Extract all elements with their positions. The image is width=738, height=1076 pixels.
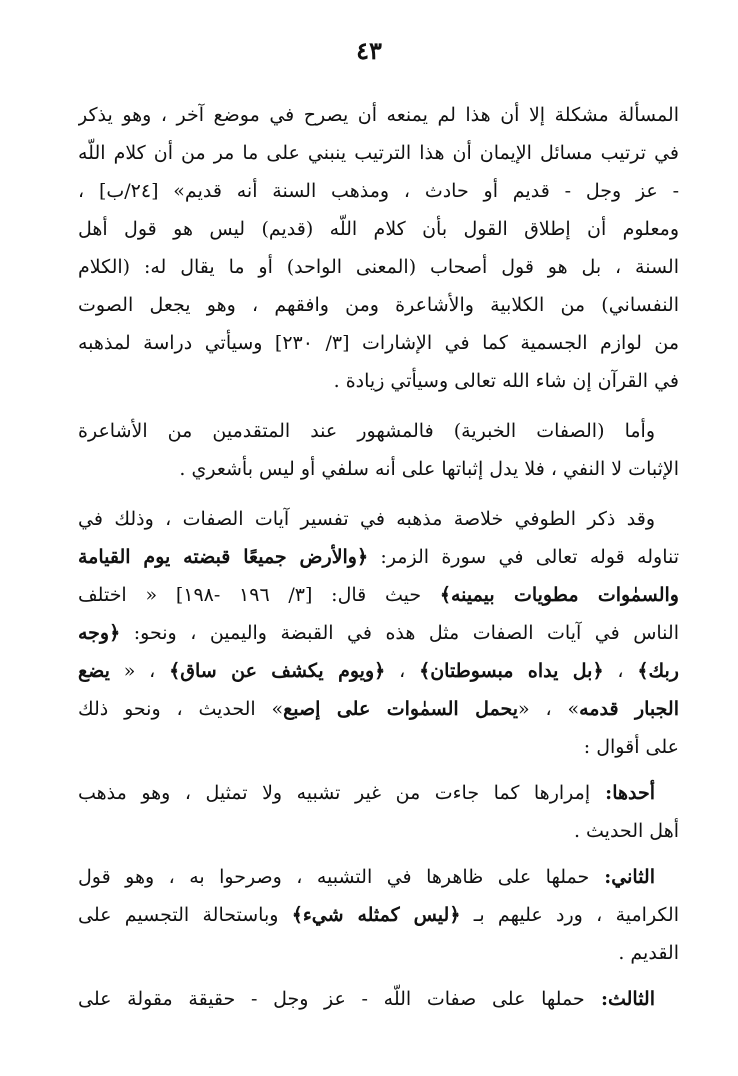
text-segment: المسألة مشكلة إلا أن هذا لم يمنعه أن يصرح في موضع آخر ، وهو يذكر	[78, 104, 679, 126]
text-segment: من لوازم الجسمية كما في الإشارات [٣/ ٢٣٠] وسيأتي دراسة لمذهبه	[78, 332, 679, 354]
hadith-quote: الجبار قدمه	[579, 698, 679, 720]
text-line	[78, 450, 679, 488]
hadith-quote: يحمل السمٰوات على إصبع	[283, 698, 519, 720]
quran-quote: ﴿بل يداه مبسوطتان﴾	[419, 660, 604, 682]
paragraph-4	[78, 774, 679, 850]
text-line	[78, 858, 679, 896]
item-heading: أحدها:	[590, 782, 655, 804]
text-segment: » ، «	[518, 698, 580, 720]
text-segment: النفساني) من الكلابية والأشاعرة ومن وافقهم ، وهو يجعل الصوت	[78, 294, 679, 316]
text-line	[78, 774, 679, 812]
text-segment: ،	[603, 660, 638, 682]
text-segment: السنة ، بل هو قول أصحاب (المعنى الواحد) أو ما يقال له: (الكلام	[78, 256, 679, 278]
text-segment: في القرآن إن شاء الله تعالى وسيأتي زيادة .	[333, 370, 679, 392]
text-segment: حملها على صفات اللّه - عز وجل - حقيقة مقولة على	[78, 988, 585, 1010]
text-segment: الإثبات لا النفي ، فلا يدل إثباتها على أنه سلفي أو ليس بأشعري .	[179, 458, 679, 480]
text-line	[78, 538, 679, 576]
text-line	[78, 412, 679, 450]
text-segment: ،	[385, 660, 420, 682]
text-segment: وقد ذكر الطوفي خلاصة مذهبه في تفسير آيات الصفات ، وذلك في	[78, 508, 655, 530]
quran-quote: ﴿ليس كمثله شيء﴾	[291, 904, 461, 926]
text-segment: وباستحالة التجسيم على	[78, 904, 292, 926]
text-segment: إمرارها كما جاءت من غير تشبيه ولا تمثيل ، وهو مذهب	[78, 782, 591, 804]
page-number: ٤٣	[356, 36, 382, 65]
quran-quote: والسمٰوات مطويات بيمينه﴾	[439, 584, 679, 606]
text-line	[78, 934, 679, 972]
text-line	[78, 614, 679, 652]
quran-quote: ﴿وجه	[78, 622, 121, 644]
text-line	[78, 248, 679, 286]
text-line	[78, 576, 679, 614]
item-heading: الثالث:	[584, 988, 655, 1010]
text-line	[78, 324, 679, 362]
paragraph-3	[78, 500, 679, 766]
text-line	[78, 172, 679, 210]
quran-quote: ﴿ويوم يكشف عن ساق﴾	[169, 660, 386, 682]
hadith-quote: يضع	[78, 660, 110, 682]
text-segment: تناوله قوله تعالى في سورة الزمر:	[368, 546, 679, 568]
text-line	[78, 362, 679, 400]
text-line	[78, 210, 679, 248]
text-line	[78, 690, 679, 728]
text-segment: » الحديث ، ونحو ذلك	[78, 698, 284, 720]
text-segment: حيث قال: [٣/ ١٩٦ -١٩٨] « اختلف	[78, 584, 440, 606]
text-segment: حملها على ظاهرها في التشبيه ، وصرحوا به ، وهو قول	[78, 866, 590, 888]
text-segment: - عز وجل - قديم أو حادث ، ومذهب السنة أنه قديم» [٢٤/ب] ،	[78, 180, 679, 202]
text-line	[78, 896, 679, 934]
text-line	[78, 96, 679, 134]
text-line	[78, 652, 679, 690]
text-segment: في ترتيب مسائل الإيمان أن هذا الترتيب ينبني على ما مر من أن كلام اللّه	[78, 142, 679, 164]
text-segment: ، «	[109, 660, 170, 682]
text-segment: الناس في آيات الصفات مثل هذه في القبضة واليمين ، ونحو:	[120, 622, 679, 644]
text-line	[78, 728, 679, 766]
paragraph-2	[78, 412, 679, 488]
paragraph-1	[78, 96, 679, 400]
text-segment: على أقوال :	[583, 736, 679, 758]
quran-quote: ﴿والأرض جميعًا قبضته يوم القيامة	[78, 546, 369, 568]
paragraph-5	[78, 858, 679, 972]
text-segment: أهل الحديث .	[573, 820, 679, 842]
text-line	[78, 286, 679, 324]
text-segment: الكرامية ، ورد عليهم بـ	[460, 904, 679, 926]
text-line	[78, 134, 679, 172]
text-line	[78, 812, 679, 850]
text-line	[78, 500, 679, 538]
paragraph-6	[78, 980, 679, 1018]
text-segment: ومعلوم أن إطلاق القول بأن كلام اللّه (قديم) ليس هو قول أهل	[78, 218, 679, 240]
text-line	[78, 980, 679, 1018]
text-segment: وأما (الصفات الخبرية) فالمشهور عند المتقدمين من الأشاعرة	[78, 420, 655, 442]
item-heading: الثاني:	[589, 866, 655, 888]
quran-quote: ربك﴾	[637, 660, 679, 682]
text-segment: القديم .	[618, 942, 679, 964]
